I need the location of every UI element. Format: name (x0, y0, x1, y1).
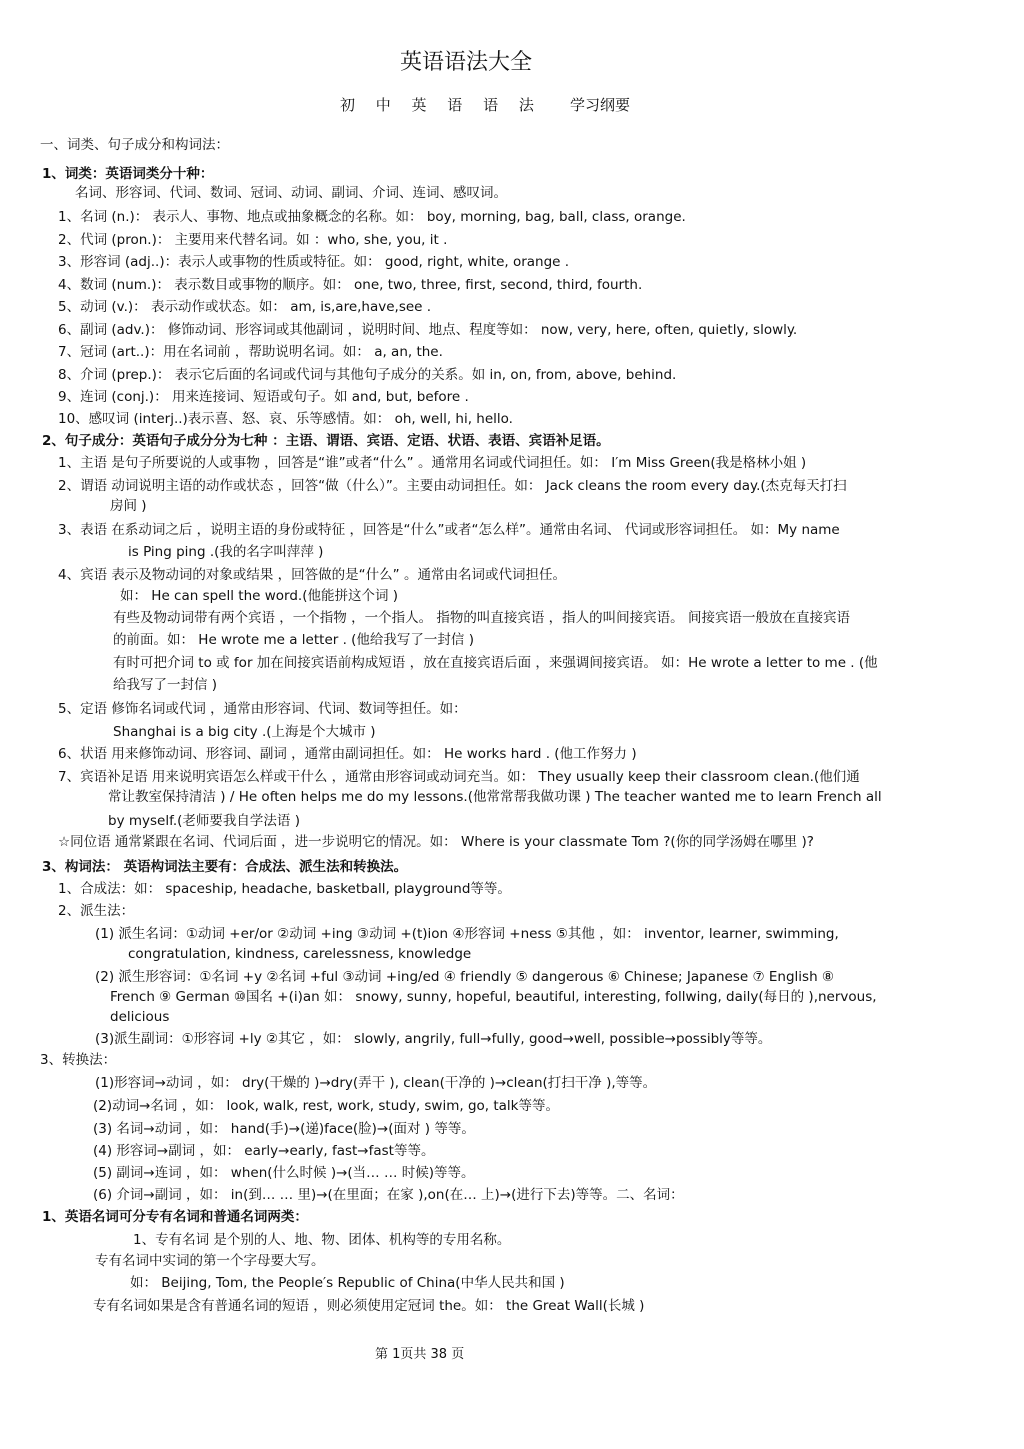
list-item: 4、宾语 表示及物动词的对象或结果 ，回答做的是“什么” 。通常由名词或代词担任。 (58, 567, 566, 583)
section-heading: 一、词类、句子成分和构词法： (40, 137, 229, 153)
list-item: 5、定语 修饰名词或代词 ，通常由形容词、代词、数词等担任。如： (58, 701, 467, 717)
text-line: 有时可把介词 to 或 for 加在间接宾语前构成短语 ，放在直接宾语后面 ，来强调间接宾语。 如：He wrote a letter to me . (他 (113, 655, 878, 671)
list-item: 9、连词 (conj.)： 用来连接词、短语或句子。如 and, but, before . (58, 389, 469, 405)
text-line: delicious (110, 1009, 170, 1025)
sub-heading: 1、英语名词可分专有名词和普通名词两类： (42, 1209, 308, 1225)
sub-heading: 2、句子成分：英语句子成分分为七种 ：主语、谓语、宾语、定语、状语、表语、宾语补足语。 (42, 433, 610, 449)
text-line: 给我写了一封信 ) (113, 677, 218, 693)
list-item: 4、数词 (num.)： 表示数目或事物的顺序。如： one, two, three, first, second, third, fourth. (58, 277, 643, 293)
text-line: 专有名词如果是含有普通名词的短语 ，则必须使用定冠词 the。如： the Great Wall(长城 ) (93, 1298, 645, 1314)
text-line: 有些及物动词带有两个宾语 ，一个指物 ，一个指人。 指物的叫直接宾语 ，指人的叫间接宾语。 间接宾语一般放在直接宾语 (113, 610, 850, 626)
list-item: 1、专有名词 是个别的人、地、物、团体、机构等的专用名称。 (133, 1232, 511, 1248)
text-line: 专有名词中实词的第一个字母要大写。 (95, 1253, 325, 1269)
list-item: 5、动词 (v.)： 表示动作或状态。如： am, is,are,have,see . (58, 299, 432, 315)
text-line: French ⑨ German ⑩国名 +(i)an 如： snowy, sunny, hopeful, beautiful, interesting, follwing, daily(每日的 ),nervous, (110, 989, 877, 1005)
text-line: (1)形容词→动词 ，如： dry(干燥的 )→dry(弄干 ), clean(干净的 )→clean(打扫干净 ),等等。 (95, 1075, 657, 1091)
text-line: (3)派生副词：①形容词 +ly ②其它 ，如： slowly, angrily, full→fully, good→well, possible→possibly等等。 (95, 1031, 772, 1047)
text-line: is Ping ping .(我的名字叫萍萍 ) (128, 544, 324, 560)
list-item: 1、名词 (n.)： 表示人、事物、地点或抽象概念的名称。如： boy, morning, bag, ball, class, orange. (58, 209, 686, 225)
example-line: 如： Beijing, Tom, the People′s Republic of China(中华人民共和国 ) (130, 1275, 565, 1291)
list-item: 2、代词 (pron.)： 主要用来代替名词。如 ：who, she, you, it . (58, 232, 448, 248)
page-title: 英语语法大全 (400, 50, 533, 75)
example-line: Shanghai is a big city .(上海是个大城市 ) (113, 724, 376, 740)
text-line: (4) 形容词→副词 ，如： early→early, fast→fast等等。 (93, 1143, 435, 1159)
sub-heading: 1、词类：英语词类分十种： (42, 166, 214, 182)
text-line: (1) 派生名词：①动词 +er/or ②动词 +ing ③动词 +(t)ion ④形容词 +ness ⑤其他 ，如： inventor, learner, swimming, (95, 926, 839, 942)
list-item: 3、转换法： (40, 1052, 117, 1068)
list-item: 2、谓语 动词说明主语的动作或状态 ，回答“做（什么）”。主要由动词担任。如： Jack cleans the room every day.(杰克每天打扫 (58, 478, 847, 494)
list-item: 6、副词 (adv.)： 修饰动词、形容词或其他副词 ，说明时间、地点、程度等如： now, very, here, often, quietly, slowly. (58, 322, 798, 338)
sub-heading: 3、构词法： 英语构词法主要有：合成法、派生法和转换法。 (42, 859, 408, 875)
list-item: 8、介词 (prep.)： 表示它后面的名词或代词与其他句子成分的关系。如 in, on, from, above, behind. (58, 367, 677, 383)
page-subtitle: 初 中 英 语 语 法 (340, 96, 542, 114)
text-line: congratulation, kindness, carelessness, knowledge (128, 946, 472, 962)
list-item: 10、感叹词 (interj..)表示喜、怒、哀、乐等感情。如： oh, well, hi, hello. (58, 411, 513, 427)
list-item: 1、合成法：如： spaceship, headache, basketball, playground等等。 (58, 881, 511, 897)
text-line: (2)动词→名词 ，如： look, walk, rest, work, study, swim, go, talk等等。 (93, 1098, 560, 1114)
text-line: (5) 副词→连词 ，如： when(什么时候 )→(当… … 时候)等等。 (93, 1165, 475, 1181)
text-line: 房间 ) (110, 498, 147, 514)
list-item: 3、形容词 (adj..)：表示人或事物的性质或特征。如： good, right, white, orange . (58, 254, 570, 270)
page-subtitle-2: 学习纲要 (570, 96, 631, 114)
list-item: 7、宾语补足语 用来说明宾语怎么样或干什么 ，通常由形容词或动词充当。如： They usually keep their classroom clean.(他们通 (58, 769, 860, 785)
page-number: 第 1页共 38 页 (375, 1347, 465, 1362)
list-item: ☆同位语 通常紧跟在名词、代词后面 ，进一步说明它的情况。如： Where is your classmate Tom ?(你的同学汤姆在哪里 )? (58, 834, 814, 850)
example-line: 如： He can spell the word.(他能拼这个词 ) (120, 588, 399, 604)
text-line: 常让教室保持清洁 ) / He often helps me do my lessons.(他常常帮我做功课 ) The teacher wanted me to learn French all (108, 789, 882, 805)
list-item: 7、冠词 (art..)：用在名词前 ，帮助说明名词。如： a, an, the. (58, 344, 443, 360)
text-line: 的前面。如： He wrote me a letter . (他给我写了一封信 ) (113, 632, 474, 648)
list-item: 2、派生法： (58, 903, 135, 919)
list-item: 6、状语 用来修饰动词、形容词、副词 ，通常由副词担任。如： He works hard . (他工作努力 ) (58, 746, 637, 762)
text-line: (3) 名词→动词 ，如： hand(手)→(递)face(脸)→(面对 ) 等等。 (93, 1121, 475, 1137)
list-item: 3、表语 在系动词之后 ，说明主语的身份或特征 ，回答是“什么”或者“怎么样”。通常由名词、 代词或形容词担任。 如：My name (58, 522, 840, 538)
text-line: (2) 派生形容词：①名词 +y ②名词 +ful ③动词 +ing/ed ④ friendly ⑤ dangerous ⑥ Chinese; Japanese ⑦ English ⑧ (95, 969, 835, 985)
text-line: by myself.(老师要我自学法语 ) (108, 813, 300, 829)
text-line: 名词、形容词、代词、数词、冠词、动词、副词、介词、连词、感叹词。 (75, 185, 507, 201)
list-item: 1、主语 是句子所要说的人或事物 ，回答是“谁”或者“什么” 。通常用名词或代词担任。如： I′m Miss Green(我是格林小姐 ) (58, 455, 807, 471)
text-line: (6) 介词→副词 ，如： in(到… … 里)→(在里面；在家 ),on(在… 上)→(进行下去)等等。二、名词： (93, 1187, 684, 1203)
